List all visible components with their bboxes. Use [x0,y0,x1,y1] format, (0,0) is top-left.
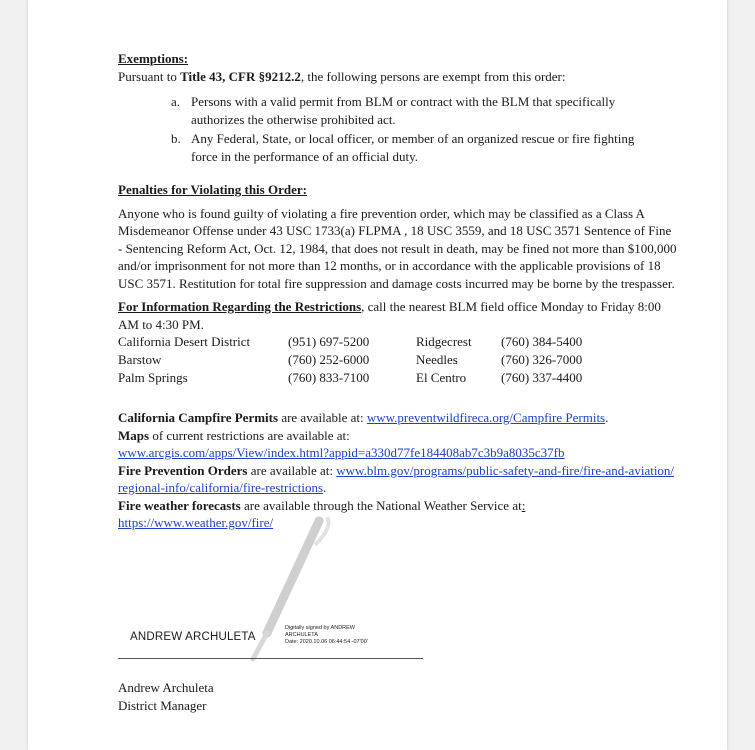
list-item: b. Any Federal, State, or local officer, or member of an organized rescue or fire fighting force in the performance of an official duty. [171,131,635,164]
list-item: a. Persons with a valid permit from BLM or contract with the BLM that specifically authorizes the otherwise prohibited act. [171,94,616,127]
weather-link[interactable]: https://www.weather.gov/fire/ [118,515,274,530]
info-heading: For Information Regarding the Restrictions [118,299,362,314]
weather-link-line [118,514,678,532]
signer-name: Andrew Archuleta [118,680,214,695]
document-body [118,50,678,532]
maps-line: Maps of current restrictions are available at: [118,427,350,443]
cfr-citation: Title 43, CFR §9212.2 [180,68,301,84]
digital-signature[interactable] [118,620,428,660]
fire-orders-link[interactable]: www.blm.gov/programs/public-safety-and-fire/fire-and-aviation/regional-info/california/fire-restrictions [118,462,675,495]
signature-name: ANDREW ARCHULETA [130,631,256,643]
exemptions-intro: Pursuant to Title 43, CFR §9212.2, the following persons are exempt from this order: [118,68,566,84]
exemptions-list [118,93,678,165]
info-paragraph: For Information Regarding the Restrictions, call the nearest BLM field office Monday to Friday 8:00 AM to 4:30 PM. [118,299,661,332]
maps-link[interactable]: www.arcgis.com/apps/View/index.html?appid=a330d77fe184408ab7c3b9a8035c37fb [118,445,565,460]
weather-line: Fire weather forecasts are available through the National Weather Service at: [118,497,526,513]
maps-link-line [118,444,678,462]
campfire-permits-link[interactable]: www.preventwildfireca.org/Campfire Permits [366,410,606,425]
penalties-text: Anyone who is found guilty of violating a fire prevention order, which may be classified as a Class A Misdemeanor Offense under 43 USC 1733(a) FLPMA , 18 USC 3559, and 18 USC 3571 Sentence of Fine - Sentencing Reform Act, Oct. 12, 1984, that does not result in death, may be fined not more than $100,000 and/or imprisonment for not more than 12 months, or in accordance with the applicable provisions of 18 USC 3571. Restitution for total fire suppression and damage costs incurred may be borne by the trespasser. [118,205,677,291]
signature-line [118,658,423,659]
closing-block [118,679,214,714]
table-row: Barstow (760) 252-6000 Needles (760) 326-7000 [118,352,583,367]
table-row: Palm Springs (760) 833-7100 El Centro (760) 337-4400 [118,370,583,385]
penalties-heading: Penalties for Violating this Order: [118,182,307,197]
document-page [28,0,727,750]
table-row: California Desert District (951) 697-5200 Ridgecrest (760) 384-5400 [118,334,583,349]
office-table [118,333,611,387]
orders-line: Fire Prevention Orders are available at: www.blm.gov/programs/public-safety-and-fire/fire-and-aviation/regional-info/california/fire-restrictions. [118,462,675,495]
signer-title: District Manager [118,697,207,713]
exemptions-heading: Exemptions: [118,51,189,66]
signature-details: Digitally signed by ANDREW ARCHULETA Date: 2020.10.06 06:44:54 -07'00' [285,625,368,645]
campfire-permits-line: California Campfire Permits are available at: www.preventwildfireca.org/Campfire Permits. [118,410,609,425]
